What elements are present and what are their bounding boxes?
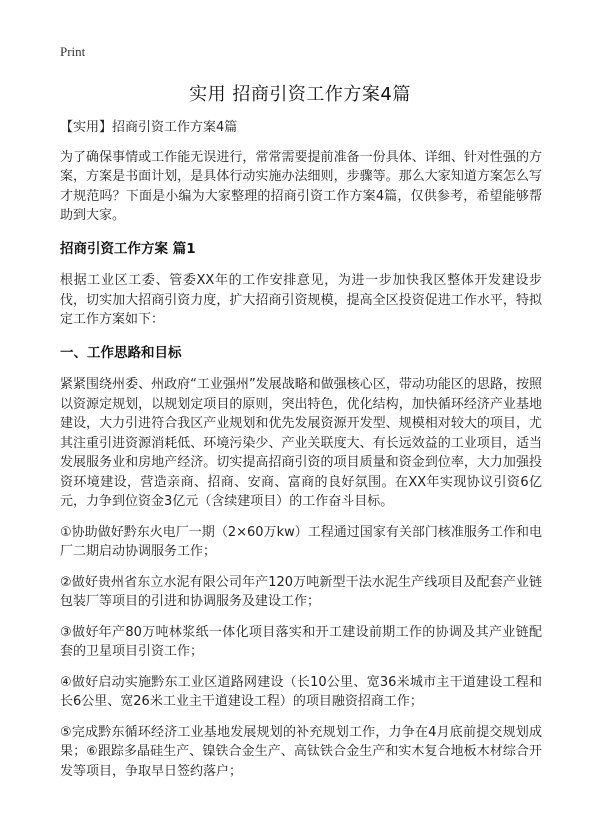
section-paragraph: 根据工业区工委、管委XX年的工作安排意见，为进一步加快我区整体开发建设步伐，切实加大招商引资力度，扩大招商引资规模，提高全区投资促进工作水平，特拟定工作方案如下：	[60, 273, 542, 327]
document-body	[60, 118, 542, 792]
goals-paragraph: 紧紧围绕州委、州政府“工业强州”发展战略和做强核心区，带动功能区的思路，按照以资源定规划，以规划定项目的原则，突出特色，优化结构，加快循环经济产业基地建设，大力引进符合我区产业规划和优先发展资源开发型、规模相对较大的项目，尤其注重引进资源消耗低、环境污染少、产业关联度大、有长远效益的工业项目，适当发展服务业和房地产经济。切实提高招商引资的项目质量和资金到位率，大力加强投资环境建设，营造亲商、招商、安商、富商的良好氛围。在XX年实现协议引资6亿元，力争到位资金3亿元（含续建项目）的工作奋斗目标。	[60, 377, 542, 509]
subheading-work-ideas: 一、工作思路和目标	[60, 344, 182, 361]
section-heading: 招商引资工作方案 篇1	[60, 240, 196, 257]
list-item: ⑤完成黔东循环经济工业基地发展规划的补充规划工作，力争在4月底前提交规划成果；⑥跟踪多晶硅生产、镍铁合金生产、高钛铁合金生产和实木复合地板木材综合开发等项目，争取早日签约落户；	[60, 724, 542, 779]
list-item: ③做好年产80万吨林浆纸一体化项目落实和开工建设前期工作的协调及其产业链配套的卫星项目引资工作；	[60, 624, 542, 659]
list-item: ④做好启动实施黔东工业区道路网建设（长10公里、宽36米城市主干道建设工程和长6公里、宽26米工业主干道建设工程）的项目融资招商工作；	[60, 674, 542, 709]
document-title: 实用 招商引资工作方案4篇	[189, 84, 411, 105]
intro-paragraph: 为了确保事情或工作能无误进行，常常需要提前准备一份具体、详细、针对性强的方案，方案是书面计划，是具体行动实施办法细则，步骤等。那么大家知道方案怎么写才规范吗？下面是小编为大家整理的招商引资工作方案4篇，仅供参考，希望能够帮助到大家。	[60, 149, 542, 223]
print-label: Print	[60, 44, 86, 59]
document-subtitle: 【实用】招商引资工作方案4篇	[60, 120, 238, 135]
list-item: ②做好贵州省东立水泥有限公司年产120万吨新型干法水泥生产线项目及配套产业链包装厂等项目的引进和协调服务及建设工作；	[60, 574, 542, 609]
list-item: ①协助做好黔东火电厂一期（2×60万kw）工程通过国家有关部门核准服务工作和电厂二期启动协调服务工作；	[60, 524, 542, 559]
